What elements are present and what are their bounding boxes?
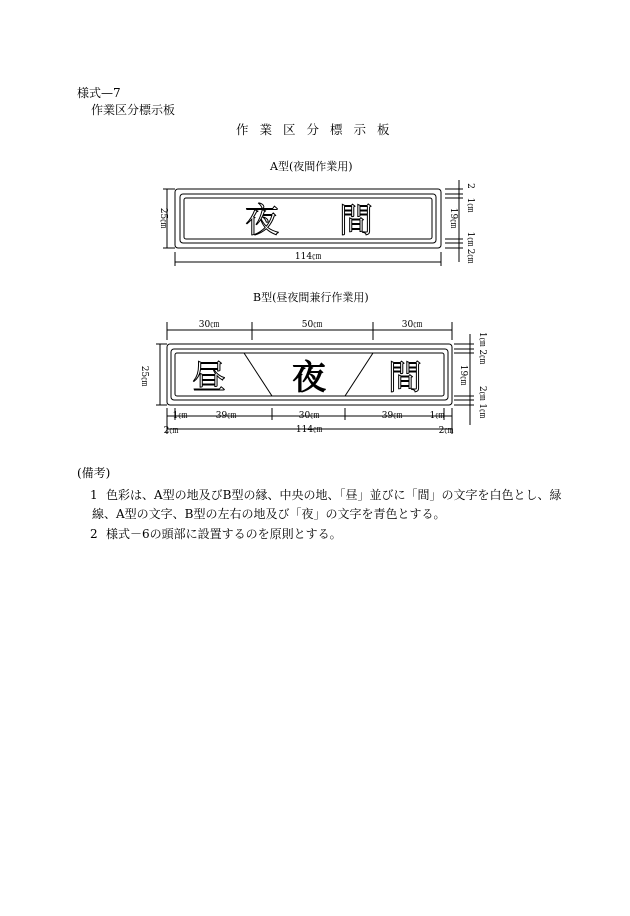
sign-a-dim-height: 25㎝ — [158, 207, 168, 229]
form-number: 様式—7 — [77, 86, 121, 100]
sign-b-dim-b-2r: 2㎝ — [438, 426, 454, 436]
sign-b-dim-b-1r: 1㎝ — [429, 411, 445, 421]
sign-b-dim-b-30c: 30㎝ — [298, 411, 320, 421]
sign-b-char-right: 間 — [388, 358, 422, 398]
sign-b-dim-top-center: 50㎝ — [301, 320, 323, 330]
sign-b-dim-top-right: 30㎝ — [401, 320, 423, 330]
sign-b-dim-height: 25㎝ — [139, 365, 149, 387]
sign-b-dim-b-2l: 2㎝ — [163, 426, 179, 436]
sign-a-caption: A型(夜間作業用) — [270, 160, 353, 173]
sign-a-board — [175, 189, 441, 248]
sign-b-dim-right-bot: 2㎝ 1㎝ — [477, 385, 487, 419]
sign-a-dim-top-1: 1㎝ — [465, 197, 475, 213]
sign-b-dim-inner: 19㎝ — [458, 364, 468, 386]
document-title: 作業区分標示板 — [236, 122, 401, 137]
sign-a-dim-width: 114㎝ — [294, 252, 322, 262]
sign-a-dim-inner: 19㎝ — [448, 207, 458, 229]
remark-1-line-1: 色彩は、A型の地及びB型の縁、中央の地、「昼」並びに「間」の文字を白色とし、緑 — [106, 488, 562, 502]
remark-2-text: 様式－6の頭部に設置するのを原則とする。 — [106, 527, 342, 541]
sign-b-char-left: 昼 — [192, 358, 226, 398]
sign-b-dim-b-1l: 1㎝ — [172, 411, 188, 421]
sign-a-char-right: 間 — [339, 201, 373, 241]
sign-b-dim-right-top: 1㎝ 2㎝ — [477, 331, 487, 365]
sign-b-char-center: 夜 — [292, 358, 326, 398]
sign-a-dim-top-2: 2 — [465, 183, 475, 189]
sign-b-dim-b-39l: 39㎝ — [215, 411, 237, 421]
sign-b-caption: B型(昼夜間兼行作業用) — [253, 291, 369, 304]
remark-2-number: 2 — [90, 527, 98, 541]
sign-a-char-left: 夜 — [245, 201, 279, 241]
sign-a-dim-bot-1: 1㎝ — [465, 231, 475, 247]
sign-b-dim-b-39r: 39㎝ — [381, 411, 403, 421]
remark-1-line-2: 線、A型の文字、B型の左右の地及び「夜」の文字を青色とする。 — [92, 507, 446, 521]
remarks-heading: (備考) — [77, 466, 111, 480]
remark-1-number: 1 — [90, 488, 98, 502]
sign-b-dim-top-left: 30㎝ — [198, 320, 220, 330]
subject-heading: 作業区分標示板 — [91, 103, 176, 117]
sign-a-dim-bot-2: 2㎝ — [465, 248, 475, 264]
sign-b-dim-b-total: 114㎝ — [295, 425, 323, 435]
